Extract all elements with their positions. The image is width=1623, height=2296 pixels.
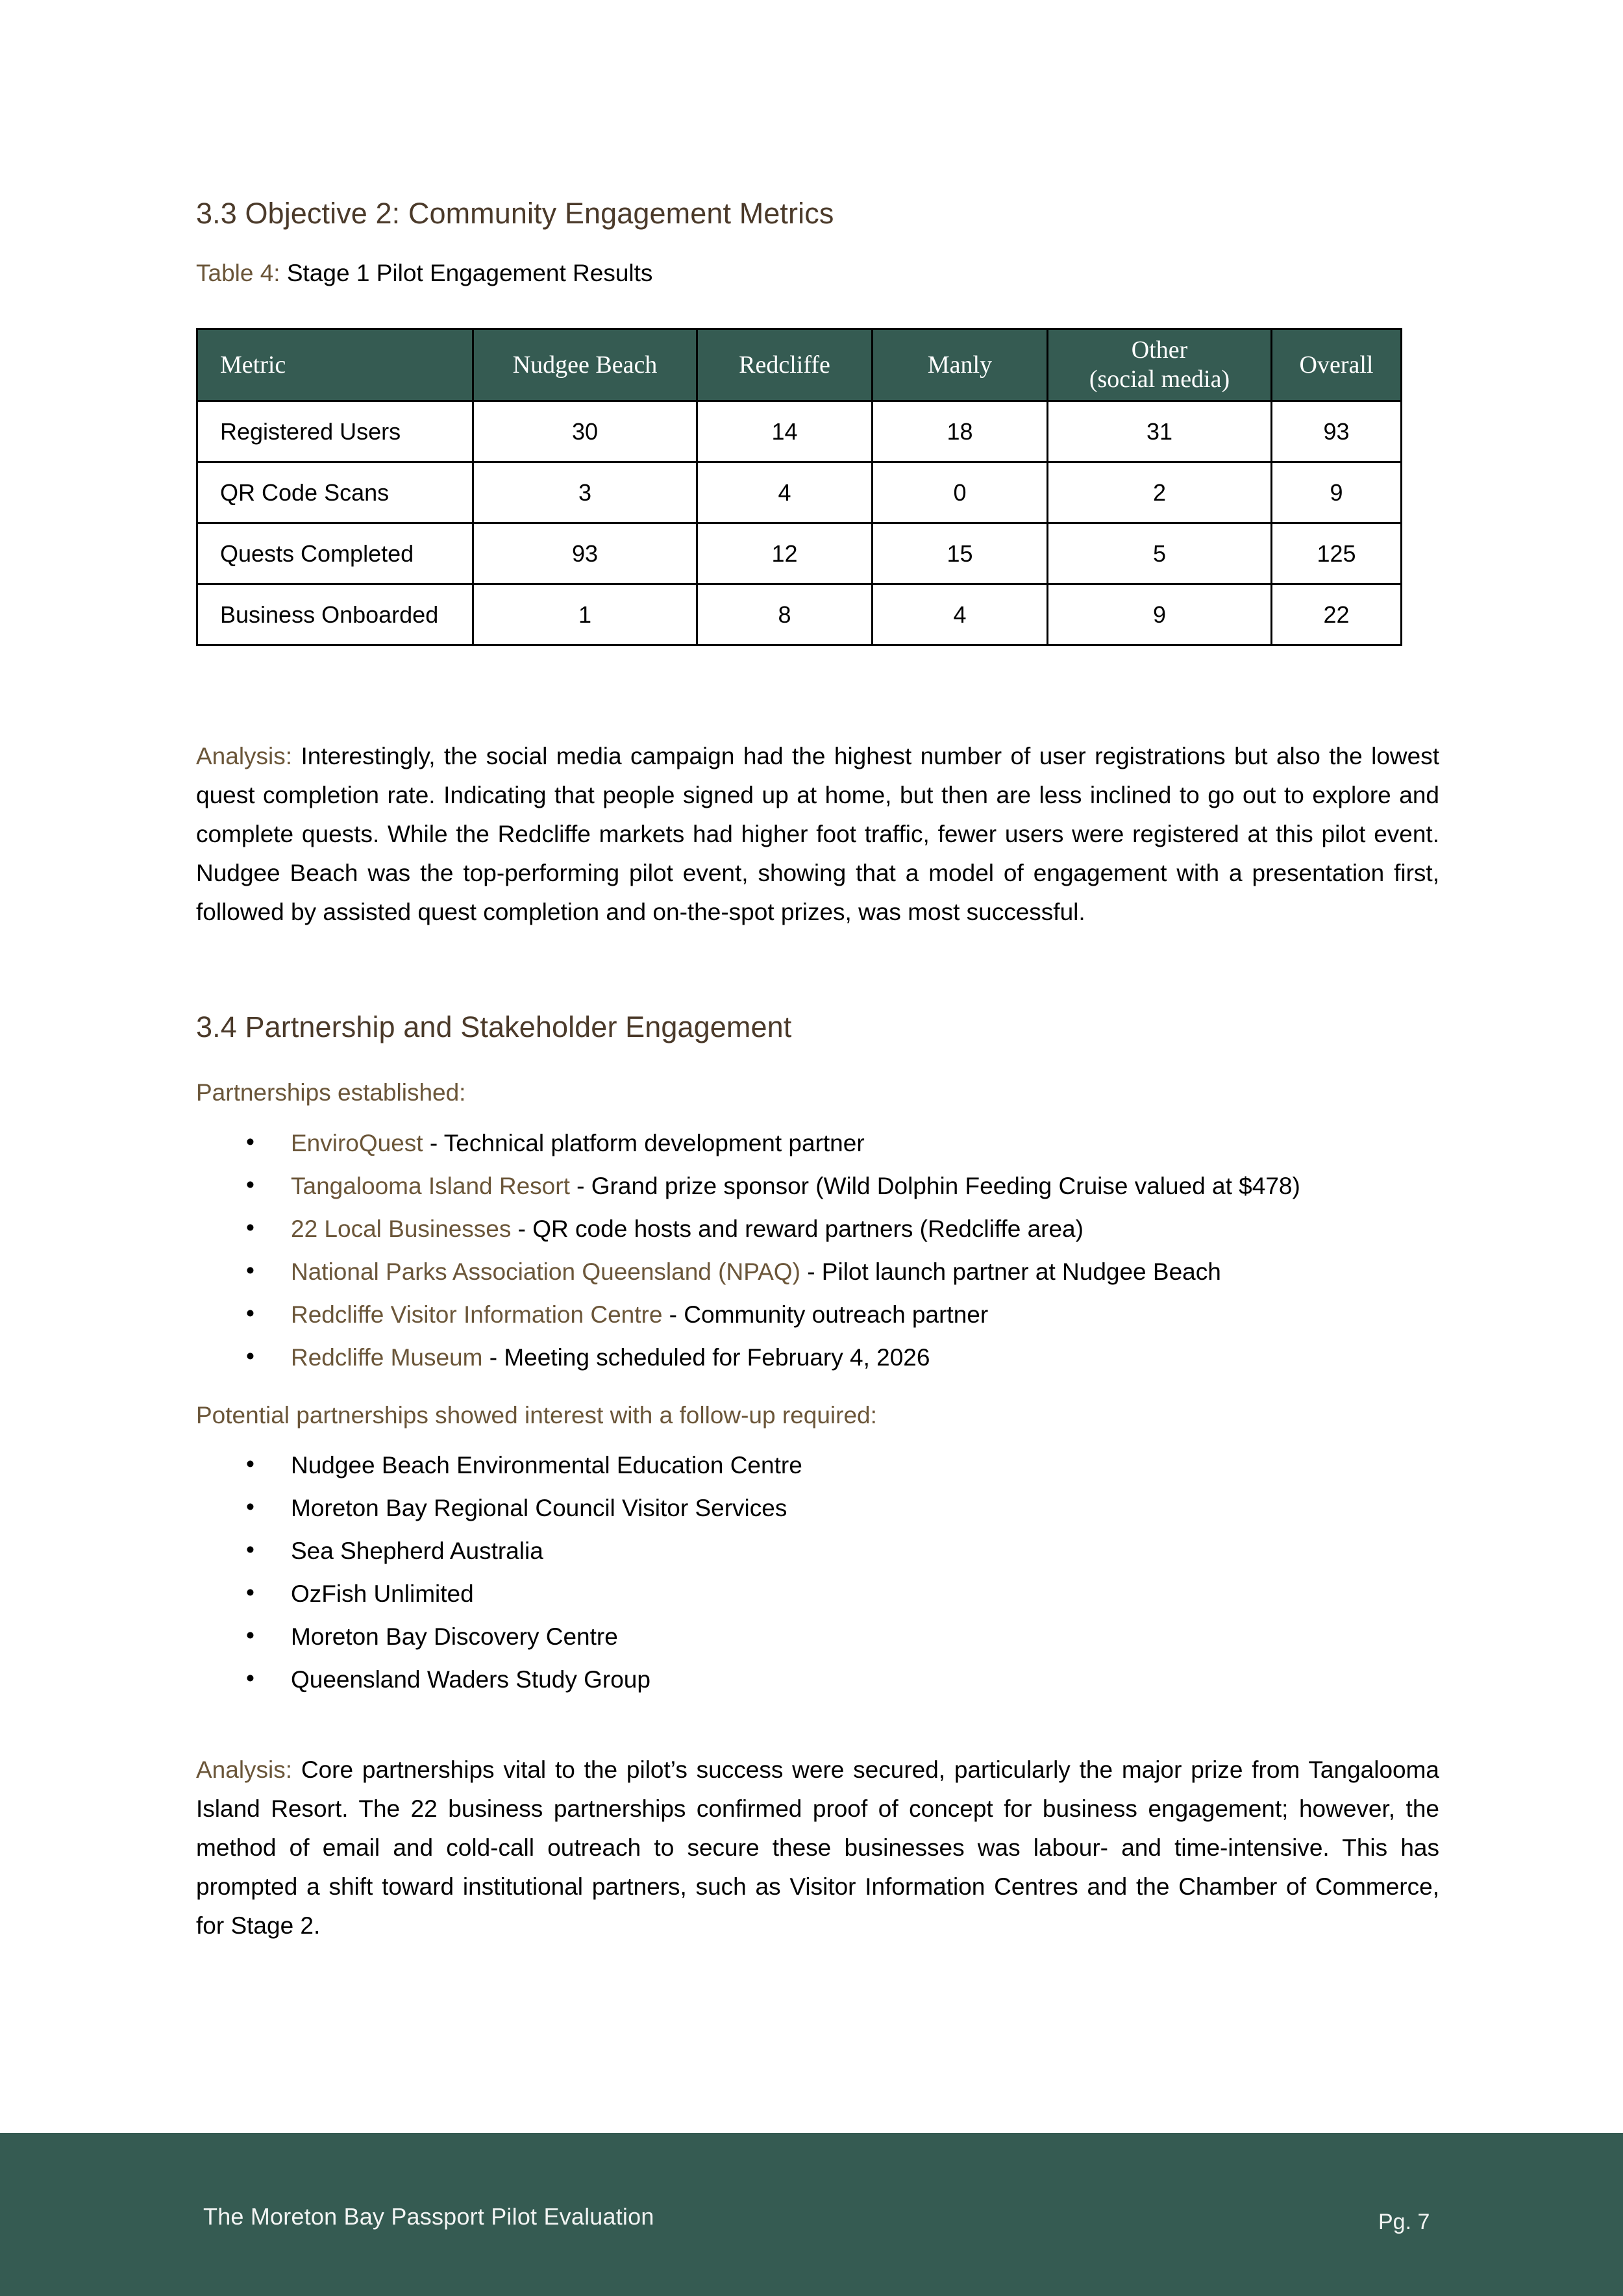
cell-redcliffe: 12 xyxy=(697,523,873,584)
partner-description: - Pilot launch partner at Nudgee Beach xyxy=(800,1258,1221,1285)
table-row xyxy=(197,401,1402,462)
table-body xyxy=(197,401,1402,645)
section-3-3-block xyxy=(196,197,834,231)
cell-manly: 0 xyxy=(873,462,1048,523)
cell-redcliffe: 4 xyxy=(697,462,873,523)
analysis-2-label: Analysis: xyxy=(196,1756,293,1783)
list-item: • Nudgee Beach Environmental Education Centre xyxy=(196,1453,1439,1477)
cell-nudgee: 3 xyxy=(473,462,697,523)
table-header-row xyxy=(197,329,1402,401)
analysis-2-block xyxy=(196,1751,1439,1945)
cell-redcliffe: 14 xyxy=(697,401,873,462)
cell-metric: QR Code Scans xyxy=(197,462,473,523)
table-caption-label: Table 4: xyxy=(196,260,280,286)
cell-manly: 18 xyxy=(873,401,1048,462)
column-header-overall: Overall xyxy=(1272,329,1402,401)
column-header-other-line2: (social media) xyxy=(1089,366,1230,393)
cell-metric: Quests Completed xyxy=(197,523,473,584)
list-item xyxy=(196,1174,1439,1198)
cell-other: 9 xyxy=(1048,584,1272,645)
list-item: • Moreton Bay Regional Council Visitor Services xyxy=(196,1496,1439,1520)
cell-redcliffe: 8 xyxy=(697,584,873,645)
partnerships-established-list xyxy=(196,1131,1439,1369)
cell-other: 31 xyxy=(1048,401,1272,462)
table-caption-text: Stage 1 Pilot Engagement Results xyxy=(280,260,653,286)
partnerships-potential-list xyxy=(196,1453,1439,1691)
analysis-1-paragraph xyxy=(196,737,1439,932)
column-header-other-social-media xyxy=(1048,329,1272,401)
column-header-metric: Metric xyxy=(197,329,473,401)
column-header-other-line1: Other xyxy=(1131,336,1188,364)
partner-name: Redcliffe Museum xyxy=(291,1344,483,1371)
partnerships-potential-lead-block xyxy=(196,1397,877,1434)
table-row xyxy=(197,462,1402,523)
list-item: • Sea Shepherd Australia xyxy=(196,1539,1439,1563)
partnerships-established-lead: Partnerships established: xyxy=(196,1079,466,1106)
list-item xyxy=(196,1217,1439,1241)
table-header xyxy=(197,329,1402,401)
cell-nudgee: 1 xyxy=(473,584,697,645)
cell-nudgee: 93 xyxy=(473,523,697,584)
cell-nudgee: 30 xyxy=(473,401,697,462)
list-item xyxy=(196,1345,1439,1369)
partner-description: - Technical platform development partner xyxy=(423,1130,865,1156)
partner-name: EnviroQuest xyxy=(291,1130,423,1156)
partner-name: Redcliffe Visitor Information Centre xyxy=(291,1301,663,1328)
cell-overall: 93 xyxy=(1272,401,1402,462)
cell-metric: Business Onboarded xyxy=(197,584,473,645)
cell-manly: 4 xyxy=(873,584,1048,645)
list-item: • Moreton Bay Discovery Centre xyxy=(196,1625,1439,1649)
list-item: • OzFish Unlimited xyxy=(196,1582,1439,1606)
analysis-2-text: Core partnerships vital to the pilot’s success were secured, particularly the major prize from Tangalooma Island Resort. The 22 business partnerships confirmed proof of concept for business engagement; however, the method of email and cold-call outreach to secure these businesses was labour- and time-intensive. This has prompted a shift toward institutional partners, such as Visitor Information Centres and the Chamber of Commerce, for Stage 2. xyxy=(196,1756,1439,1939)
section-3-4-block xyxy=(196,1010,791,1044)
footer-document-title: The Moreton Bay Passport Pilot Evaluation xyxy=(203,2203,654,2230)
analysis-1-block xyxy=(196,737,1439,932)
section-3-3-heading: 3.3 Objective 2: Community Engagement Metrics xyxy=(196,197,834,230)
analysis-1-label: Analysis: xyxy=(196,743,293,769)
partner-name: 22 Local Businesses xyxy=(291,1216,512,1242)
partnerships-potential-list-block xyxy=(196,1453,1439,1710)
cell-overall: 125 xyxy=(1272,523,1402,584)
partnerships-potential-lead: Potential partnerships showed interest with a follow-up required: xyxy=(196,1402,877,1429)
table-caption xyxy=(196,257,652,290)
engagement-table-wrapper xyxy=(196,328,1402,646)
cell-metric: Registered Users xyxy=(197,401,473,462)
list-item xyxy=(196,1260,1439,1284)
partner-description: - Community outreach partner xyxy=(662,1301,989,1328)
partner-description: - Grand prize sponsor (Wild Dolphin Feeding Cruise valued at $478) xyxy=(569,1173,1300,1199)
engagement-results-table xyxy=(196,328,1402,646)
list-item xyxy=(196,1303,1439,1327)
cell-manly: 15 xyxy=(873,523,1048,584)
list-item: • Queensland Waders Study Group xyxy=(196,1667,1439,1691)
cell-other: 5 xyxy=(1048,523,1272,584)
analysis-2-paragraph xyxy=(196,1751,1439,1945)
cell-overall: 9 xyxy=(1272,462,1402,523)
partnerships-established-list-block xyxy=(196,1131,1439,1388)
partner-name: National Parks Association Queensland (NPAQ) xyxy=(291,1258,800,1285)
column-header-manly: Manly xyxy=(873,329,1048,401)
partner-name: Tangalooma Island Resort xyxy=(291,1173,570,1199)
partnerships-established-lead-block xyxy=(196,1075,465,1111)
column-header-nudgee-beach: Nudgee Beach xyxy=(473,329,697,401)
column-header-redcliffe: Redcliffe xyxy=(697,329,873,401)
cell-overall: 22 xyxy=(1272,584,1402,645)
table-row xyxy=(197,523,1402,584)
footer-page-number: Pg. 7 xyxy=(1378,2210,1430,2234)
table-row xyxy=(197,584,1402,645)
analysis-1-text: Interestingly, the social media campaign had the highest number of user registrations but also the lowest quest completion rate. Indicating that people signed up at home, but then are less inclined to go out to explore and complete quests. While the Redcliffe markets had higher foot traffic, fewer users were registered at this pilot event. Nudgee Beach was the top-performing pilot event, showing that a model of engagement with a presentation first, followed by assisted quest completion and on-the-spot prizes, was most successful. xyxy=(196,743,1439,925)
partner-description: - Meeting scheduled for February 4, 2026 xyxy=(482,1344,930,1371)
cell-other: 2 xyxy=(1048,462,1272,523)
list-item xyxy=(196,1131,1439,1155)
partner-description: - QR code hosts and reward partners (Redcliffe area) xyxy=(511,1216,1084,1242)
table-caption-block xyxy=(196,257,652,290)
section-3-4-heading: 3.4 Partnership and Stakeholder Engagement xyxy=(196,1010,792,1043)
